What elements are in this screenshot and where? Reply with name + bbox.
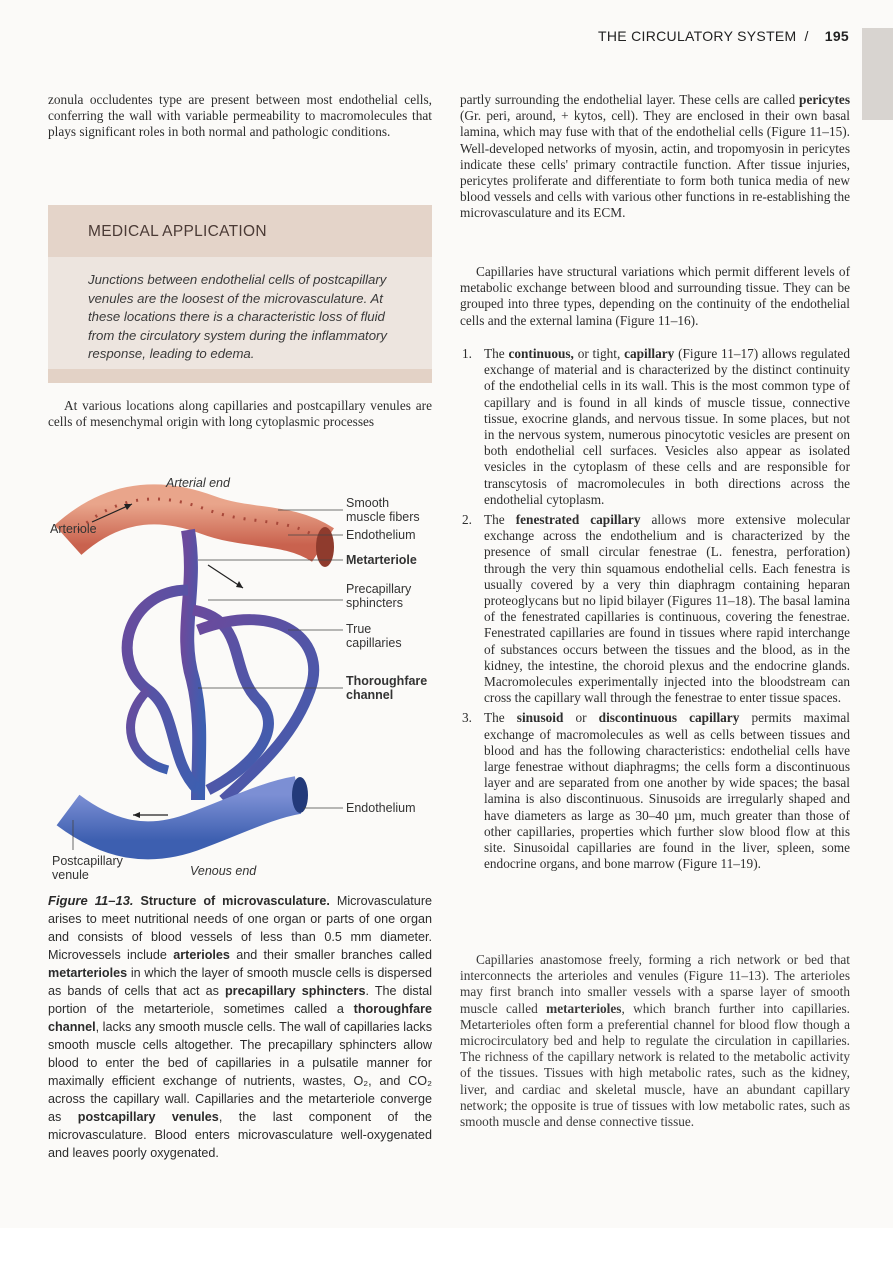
smooth-muscle-label: Smooth muscle fibers [346, 496, 420, 524]
capillary-loop-right [198, 620, 314, 800]
venule-vessel [68, 795, 298, 840]
caption-text-5: , lacks any smooth muscle cells. The wall of capillaries lacks smooth muscle cells altogether. The precapillary sphincters allow blood to enter the bed of capillaries in a pulsatile manner for maximally efficient exchange of nutrients, wastes, O₂, and CO₂ across the capillary wall. Capillaries and the metarteriole converge as [48, 1020, 432, 1124]
figure-number: Figure 11–13. [48, 893, 134, 908]
postcapillary-label: Postcapillary venule [52, 854, 123, 882]
caption-term-postcapillary: postcapillary venules [77, 1110, 219, 1124]
list-pre: The [484, 710, 505, 726]
medical-application-header [48, 205, 432, 257]
anastomose-text-b: , which branch further into capillaries. Metarterioles often form a preferential channel for blood flow though a microcirculatory bed and help to regulate the circulation in capillaries. The richness of the capillary network is related to the metabolic activity of the tissues. Tissues with high metabolic rates, such as the kidney, liver, and cardiac and skeletal muscle, have an abundant capillary network; the opposite is true of tissues with low metabolic rates, such as smooth muscle and dense connective tissue. [460, 1000, 850, 1130]
capillary-types-paragraph: Capillaries have structural variations which permit different levels of metabolic exchange between blood and surrounding tissue. They can be grouped into three types, depending on the continuity of the endothelial cells and the external lamina (Figure 11–16). [460, 264, 850, 328]
list-item [460, 346, 850, 508]
caption-text-4: . The distal portion of the metarteriole, sometimes called a [48, 984, 432, 1016]
list-mid: or [575, 710, 587, 726]
arteriole-lumen [316, 527, 334, 567]
caption-text-1: Microvasculature arises to meet nutritional needs of one organ or parts of one organ and consists of blood vessels of less than 0.5 mm diameter. Microvessels include [48, 894, 433, 962]
precapillary-label: Precapillary sphincters [346, 582, 412, 610]
caption-term-arterioles: arterioles [173, 948, 230, 962]
list-text: permits maximal exchange of macromolecules as well as cells between tissues and blood and has the following characteristics: endothelial cells have large fenestrae without diaphragms; the cells form a discontinuous layer and are separated from one another by wide spaces; the basal lamina is also discontinuous. Sinusoids are irregularly shaped and have diameters as large as 30–40 µm, much greater than those of other capillaries, properties which further slow blood flow at this site. Sinusoidal capillaries are found in the liver, spleen, some endocrine organs, and bone marrow (Figure 11–19). [484, 710, 850, 872]
pericyte-intro-paragraph: At various locations along capillaries and postcapillary venules are cells of mesenchymal origin with long cytoplasmic processes [48, 398, 432, 430]
page-bottom-margin [0, 1228, 893, 1263]
chapter-title: THE CIRCULATORY SYSTEM [598, 28, 797, 44]
caption-term-thoroughfare: thoroughfare channel [48, 1002, 433, 1034]
left-intro-paragraph: zonula occludentes type are present between most endothelial cells, conferring the wall with variable permeability to macromolecules that plays significant roles in both normal and pathologic conditions. [48, 92, 432, 140]
flow-arrow-venule-head [133, 812, 140, 818]
pericyte-text-b: (Gr. peri, around, + kytos, cell). They are enclosed in their own basal lamina, which may fuse with that of the endothelial cells (Figure 11–15). Well-developed networks of myosin, actin, and tropomyosin in pericytes indicate these cells' primary contractile function. After tissue injuries, pericytes proliferate and differentiate to form both tunica media of new blood vessels and cells with various other functions in re-establishing the microvasculature and its ECM. [460, 108, 850, 221]
thoroughfare-label: Thoroughfare channel [346, 674, 428, 702]
running-head [598, 28, 849, 44]
list-item [460, 710, 850, 872]
endothelium-bottom-label: Endothelium [346, 801, 416, 815]
list-number: 3. [462, 710, 472, 726]
list-mid: or tight, [577, 346, 621, 361]
endothelium-top-label: Endothelium [346, 528, 416, 542]
page-edge-tab [862, 28, 893, 120]
metarteriole-vessel [187, 530, 199, 800]
list-number: 1. [462, 346, 472, 361]
list-term-2: discontinuous capillary [598, 710, 740, 726]
caption-text-2: and their smaller branches called [236, 948, 433, 962]
capillary-types-list [460, 346, 850, 877]
list-term: fenestrated capillary [515, 512, 641, 528]
arteriole-label: Arteriole [50, 522, 97, 536]
anastomose-paragraph [460, 952, 850, 1130]
caption-term-metarterioles: metarterioles [48, 966, 128, 980]
figure-caption [48, 892, 432, 1162]
term-metarterioles: metarterioles [546, 1000, 622, 1016]
caption-text-6: , the last component of the microvasculature. Blood enters microvasculature well-oxygenated and leaves poorly oxygenated. [48, 1110, 432, 1160]
list-term-2: capillary [624, 346, 675, 361]
list-pre: The [484, 512, 505, 528]
venule-lumen [292, 777, 308, 813]
list-text: allows more extensive molecular exchange across the endothelium and is characterized by the presence of small circular fenestrae (L. fenestra, perforation) through the very thin squamous endothelial cells. Each fenestra is usually covered by a very thin diaphragm containing heparan proteoglycans but no lipid bilayer (Figures 11–18). The basal lamina of the fenestrated capillaries is continuous, covering the fenestrae. Fenestrated capillaries are found in tissues where rapid interchange of substances occurs between the tissues and the blood, as in the kidney, the intestine, the choroid plexus and the endocrine glands. Macromolecules experimentally injected into the bloodstream can cross the capillary wall through the fenestrae to enter tissue spaces. [484, 512, 851, 706]
term-pericytes: pericytes [799, 92, 850, 107]
caption-term-precapillary: precapillary sphincters [224, 984, 366, 998]
arterial-end-label: Arterial end [166, 476, 230, 490]
medical-application-text: Junctions between endothelial cells of postcapillary venules are the loosest of the microvasculature. At these locations there is a characteristic loss of fluid from the circulatory system during the inflammatory response, leading to edema. [88, 272, 388, 361]
microvasculature-figure [48, 470, 432, 890]
list-number: 2. [462, 512, 472, 528]
list-item [460, 512, 850, 706]
medical-application-footer-bar [48, 369, 432, 383]
pericyte-paragraph [460, 92, 850, 222]
metarteriole-label: Metarteriole [346, 553, 417, 567]
list-text: (Figure 11–17) allows regulated exchange of material and is characterized by the distinct continuity of the endothelial cells in its wall. This is the most common type of capillary and is found in all kinds of muscle tissue, connective tissue, exocrine glands, and nervous tissue. In some places, but not in the nervous system, numerous pinocytotic vesicles are present on both endothelial cell surfaces. Vesicles also appear as isolated vesicles in the cytoplasm of these cells and are responsible for transcytosis of macromolecules in both directions across the endothelial cytoplasm. [484, 346, 850, 507]
list-pre: The [484, 346, 505, 361]
pericyte-text-a: partly surrounding the endothelial layer. These cells are called [460, 92, 796, 107]
list-term: sinusoid [516, 710, 564, 726]
venous-end-label: Venous end [190, 864, 257, 878]
figure-title: Structure of microvasculature. [140, 894, 330, 908]
anastomose-text-a: Capillaries anastomose freely, forming a rich network or bed that interconnects the arterioles and venules (Figure 11–13). The arterioles may first branch into smaller vessels with a sparse layer of smooth muscle called [460, 952, 850, 1016]
true-capillaries-label: True capillaries [346, 622, 402, 650]
page-number: 195 [824, 28, 849, 44]
head-separator: / [804, 28, 809, 44]
medical-application-title: MEDICAL APPLICATION [88, 223, 267, 240]
medical-application-box [48, 205, 432, 383]
list-term: continuous, [508, 346, 574, 361]
caption-text-3: in which the layer of smooth muscle cells is dispersed as bands of cells that act as [48, 966, 432, 998]
